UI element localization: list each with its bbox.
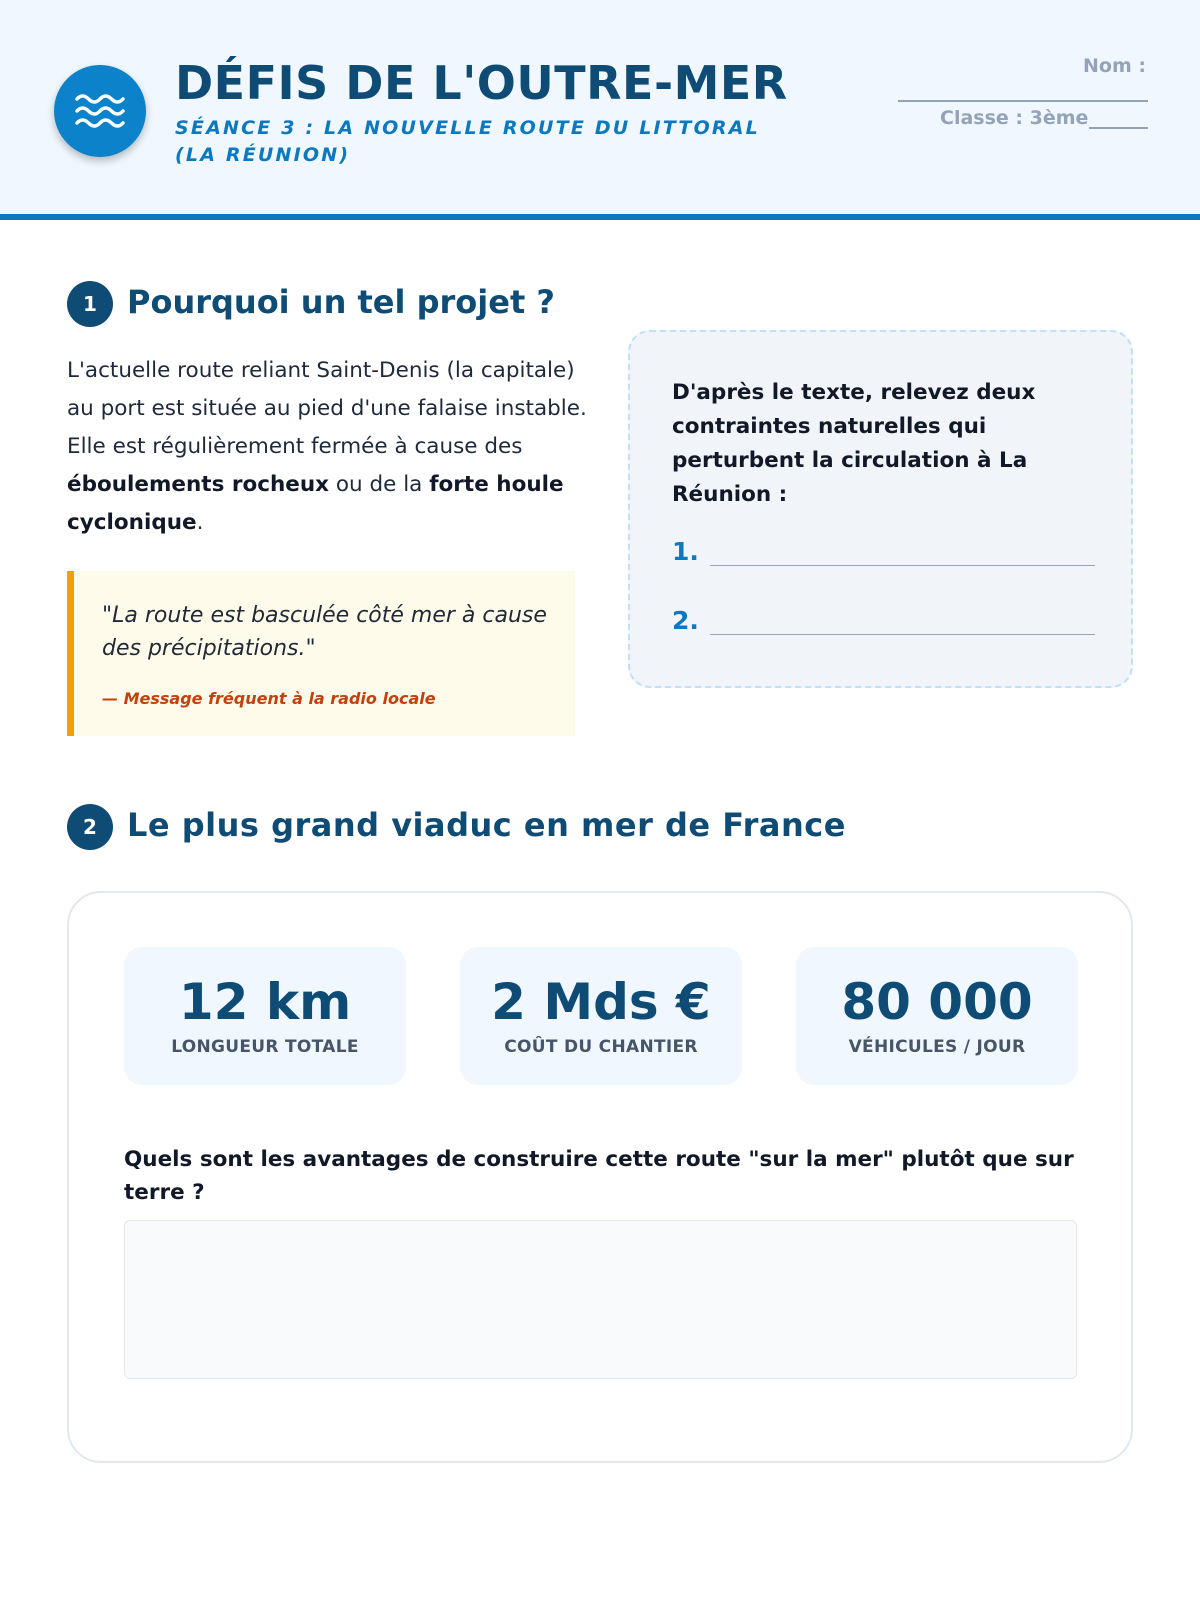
page-title: DÉFIS DE L'OUTRE-MER xyxy=(175,56,788,110)
class-field-line[interactable] xyxy=(1089,127,1148,129)
worksheet-header xyxy=(0,0,1200,220)
answer-underline[interactable] xyxy=(710,565,1095,566)
question-text: Quels sont les avantages de construire cette route "sur la mer" plutôt que sur terre ? xyxy=(124,1147,1074,1205)
answer-line[interactable] xyxy=(672,606,1097,636)
stat-label: COÛT DU CHANTIER xyxy=(504,1037,698,1057)
quote-block xyxy=(67,571,575,736)
stat-label: VÉHICULES / JOUR xyxy=(848,1037,1026,1057)
stat-value: 2 Mds € xyxy=(491,973,711,1031)
bold-term: forte houle cyclonique xyxy=(67,472,564,535)
section-title: Le plus grand viaduc en mer de France xyxy=(127,806,846,844)
stat-card xyxy=(460,947,742,1085)
quote-source: — Message fréquent à la radio locale xyxy=(102,689,436,708)
viaduc-card xyxy=(67,891,1133,1463)
stat-label: LONGUEUR TOTALE xyxy=(171,1037,359,1057)
name-field-line[interactable] xyxy=(898,100,1148,102)
waves-icon xyxy=(54,65,146,157)
name-label: Nom : xyxy=(1083,55,1146,77)
section-title: Pourquoi un tel projet ? xyxy=(127,283,555,321)
answer-textarea[interactable] xyxy=(124,1220,1077,1379)
answer-number: 1. xyxy=(672,537,699,566)
section-number-badge: 2 xyxy=(67,804,113,850)
answer-underline[interactable] xyxy=(710,634,1095,635)
bold-term: éboulements rocheux xyxy=(67,472,330,497)
class-label: Classe : 3ème xyxy=(940,107,1089,129)
answer-line[interactable] xyxy=(672,537,1097,567)
stat-card xyxy=(124,947,406,1085)
stat-value: 12 km xyxy=(178,973,352,1031)
stat-value: 80 000 xyxy=(841,973,1033,1031)
stat-card xyxy=(796,947,1078,1085)
answer-number: 2. xyxy=(672,606,699,635)
section-number-badge: 1 xyxy=(67,281,113,327)
session-subtitle: SÉANCE 3 : LA NOUVELLE ROUTE DU LITTORAL (LA RÉUNION) xyxy=(175,117,760,166)
intro-paragraph: L'actuelle route reliant Saint-Denis (la capitale) au port est située au pied d'une falaise instable. Elle est régulièrement fermée à cause des éboulements rocheux ou de la forte houle cyclonique. xyxy=(67,358,587,535)
question-text: D'après le texte, relevez deux contraintes naturelles qui perturbent la circulation à La Réunion : xyxy=(672,380,1036,507)
quote-text: "La route est basculée côté mer à cause des précipitations." xyxy=(102,603,547,661)
question-box xyxy=(628,330,1133,688)
